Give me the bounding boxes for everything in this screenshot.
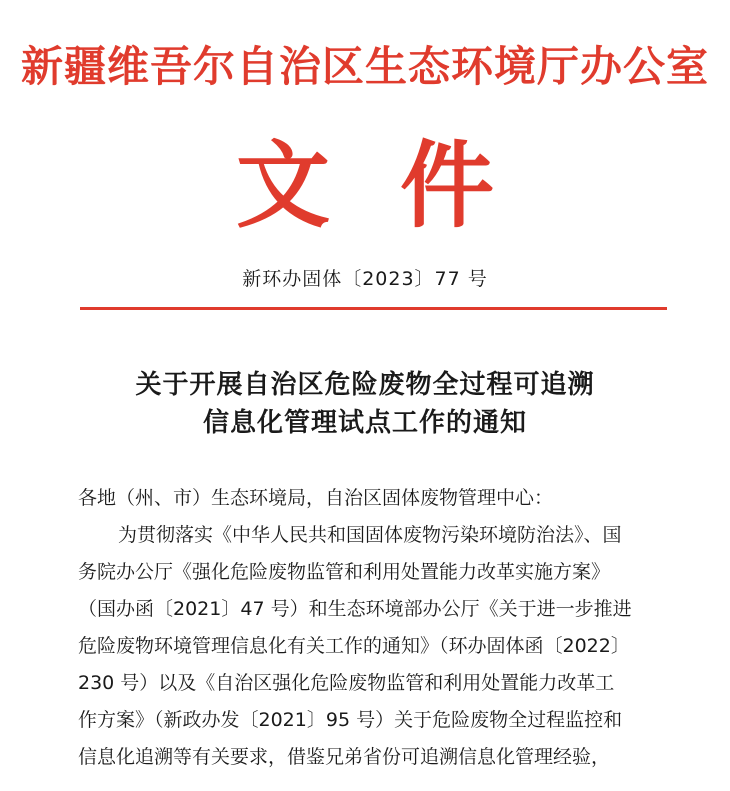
body-line: 为贯彻落实《中华人民共和国固体废物污染环境防治法》、国 (118, 524, 622, 546)
body-line: （国办函〔2021〕47 号）和生态环境部办公厅《关于进一步推进 (78, 598, 632, 620)
body-line: 230 号）以及《自治区强化危险废物监管和利用处置能力改革工 (78, 672, 615, 694)
issuing-agency-header: 新疆维吾尔自治区生态环境厅办公室 (20, 42, 709, 91)
document-label: 文件 (235, 131, 564, 241)
body-line: 务院办公厅《强化危险废物监管和利用处置能力改革实施方案》 (78, 561, 611, 583)
notice-title-line-1: 关于开展自治区危险废物全过程可追溯 (135, 370, 595, 400)
body-line: 作方案》（新政办发〔2021〕95 号）关于危险废物全过程监控和 (78, 709, 623, 731)
notice-title-line-2: 信息化管理试点工作的通知 (202, 408, 527, 438)
body-line: 危险废物环境管理信息化有关工作的通知》（环办固体函〔2022〕 (78, 635, 630, 657)
red-divider (80, 307, 667, 310)
body-line: 信息化追溯等有关要求，借鉴兄弟省份可追溯信息化管理经验， (78, 746, 611, 768)
body-paragraph (78, 517, 678, 776)
document-number: 新环办固体〔2023〕77 号 (242, 268, 488, 290)
salutation: 各地（州、市）生态环境局，自治区固体废物管理中心： (78, 487, 554, 509)
